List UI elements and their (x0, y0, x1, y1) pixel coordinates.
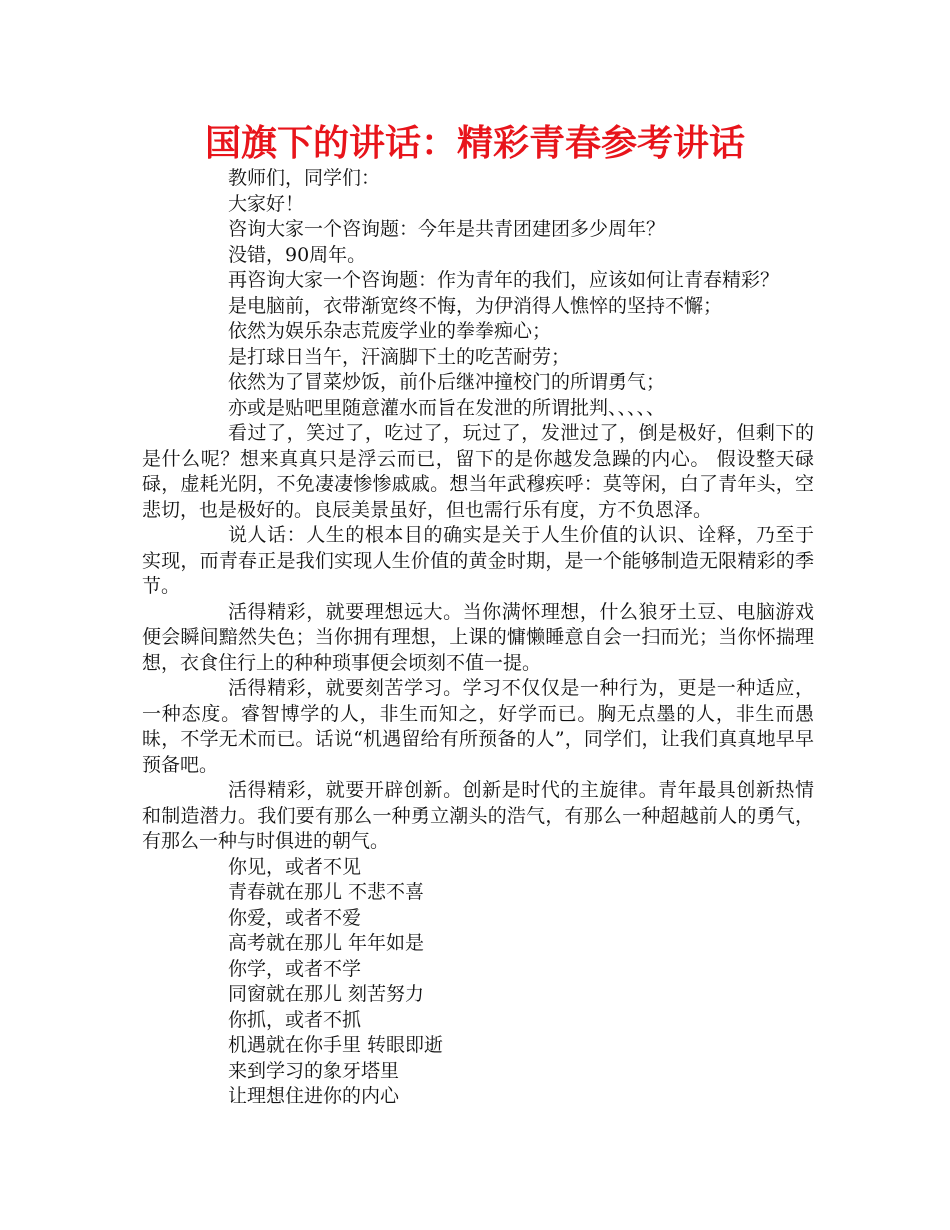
paragraph: 看过了，笑过了，吃过了，玩过了，发泄过了，倒是极好，但剩下的是什么呢？想来真真只是浮云而已，留下的是你越发急躁的内心。 假设整天碌碌，虚耗光阴，不免凄凄惨惨戚戚。想当年武穆疾呼：莫等闲，白了青年头，空悲切，也是极好的。良辰美景虽好，但也需行乐有度，方不负恩泽。 (142, 422, 814, 521)
paragraph: 教师们，同学们： (228, 167, 381, 189)
paragraph: 是打球日当午，汗滴脚下土的吃苦耐劳； (228, 345, 571, 368)
paragraph: 依然为娱乐杂志荒废学业的拳拳痴心； (228, 320, 552, 342)
poem-line: 机遇就在你手里 转眼即逝 (228, 1034, 444, 1056)
poem-line: 同窗就在那儿 刻苦努力 (228, 983, 425, 1005)
paragraph: 说人话：人生的根本目的确实是关于人生价值的认识、诠释，乃至于实现，而青春正是我们实现人生价值的黄金时期，是一个能够制造无限精彩的季节。 (142, 524, 814, 597)
poem-line: 你学，或者不学 (228, 957, 362, 980)
document-title: 国旗下的讲话：精彩青春参考讲话 (204, 123, 745, 164)
poem-line: 你爱，或者不爱 (228, 906, 362, 929)
poem-line: 高考就在那儿 年年如是 (228, 932, 425, 954)
paragraph: 再咨询大家一个咨询题：作为青年的我们，应该如何让青春精彩？ (228, 269, 780, 291)
paragraph: 活得精彩，就要开辟创新。创新是时代的主旋律。青年最具创新热情和制造潜力。我们要有那么一种勇立潮头的浩气，有那么一种超越前人的勇气，有那么一种与时俱进的朝气。 (142, 779, 814, 852)
document-body (142, 166, 814, 1110)
paragraph: 依然为了冒菜炒饭，前仆后继冲撞校门的所谓勇气； (228, 371, 666, 393)
paragraph: 亦或是贴吧里随意灌水而旨在发泄的所谓批判、、、、、 (228, 396, 666, 419)
poem-line: 青春就在那儿 不悲不喜 (228, 881, 425, 903)
paragraph: 大家好！ (228, 192, 305, 215)
paragraph: 咨询大家一个咨询题：今年是共青团建团多少周年？ (228, 218, 666, 240)
paragraph: 没错，90周年。 (228, 243, 367, 266)
poem-line: 让理想住进你的内心 (228, 1085, 400, 1107)
poem-line: 来到学习的象牙塔里 (228, 1059, 400, 1082)
paragraph: 活得精彩，就要刻苦学习。学习不仅仅是一种行为，更是一种适应，一种态度。睿智博学的人，非生而知之，好学而已。胸无点墨的人，非生而愚昧，不学无术而已。话说“机遇留给有所预备的人”，同学们，让我们真真地早早预备吧。 (142, 677, 814, 776)
poem-line: 你抓，或者不抓 (228, 1008, 362, 1031)
paragraph: 是电脑前，衣带渐宽终不悔，为伊消得人憔悴的坚持不懈； (228, 294, 723, 317)
paragraph: 活得精彩，就要理想远大。当你满怀理想，什么狼牙土豆、电脑游戏便会瞬间黯然失色；当你拥有理想，上课的慵懒睡意自会一扫而光；当你怀揣理想，衣食住行上的种种琐事便会顷刻不值一提。 (142, 600, 814, 674)
poem-line: 你见，或者不见 (228, 855, 362, 878)
